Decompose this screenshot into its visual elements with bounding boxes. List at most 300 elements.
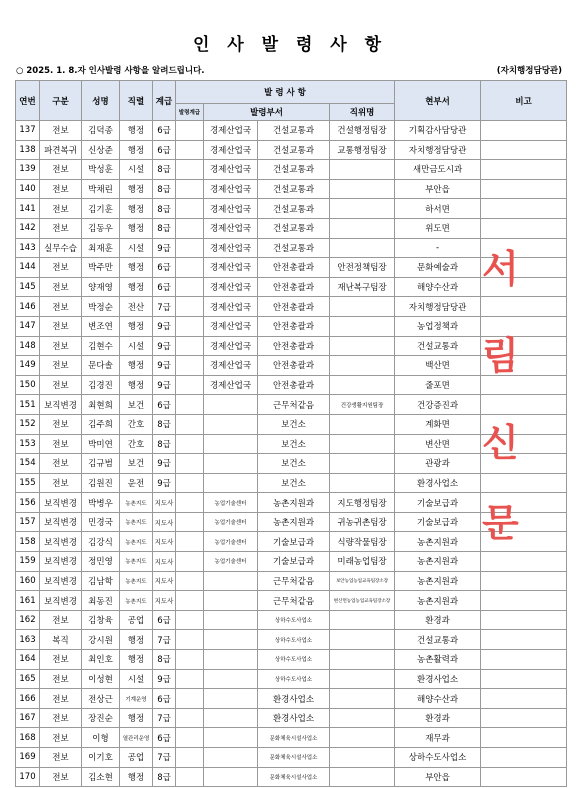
table-row xyxy=(16,689,567,709)
row-no: 142 xyxy=(16,218,40,238)
row-appt-division: 농업기술센터 xyxy=(204,532,258,552)
table-row xyxy=(16,140,567,160)
row-grade: 9급 xyxy=(153,336,176,356)
row-no: 151 xyxy=(16,395,40,415)
row-appt-grade xyxy=(176,669,204,689)
row-appt-position xyxy=(330,218,395,238)
row-name: 김창육 xyxy=(82,610,120,630)
row-appt-dept: 건설교통과 xyxy=(258,179,330,199)
row-appt-division: 경제산업국 xyxy=(204,356,258,376)
table-row xyxy=(16,728,567,748)
row-current-dept: 기획감사담당관 xyxy=(395,121,481,141)
row-appt-grade xyxy=(176,630,204,650)
row-note xyxy=(481,199,567,219)
row-current-dept: 부안읍 xyxy=(395,767,481,787)
row-job: 행정 xyxy=(120,258,153,278)
row-appt-division: 경제산업국 xyxy=(204,179,258,199)
row-type: 보직변경 xyxy=(40,591,82,611)
row-note xyxy=(481,767,567,787)
row-grade: 지도사 xyxy=(153,571,176,591)
row-note xyxy=(481,669,567,689)
row-grade: 7급 xyxy=(153,630,176,650)
row-job: 보건 xyxy=(120,395,153,415)
row-type: 전보 xyxy=(40,356,82,376)
row-name: 김덕종 xyxy=(82,121,120,141)
row-appt-grade xyxy=(176,708,204,728)
row-no: 164 xyxy=(16,650,40,670)
row-appt-division: 경제산업국 xyxy=(204,375,258,395)
row-appt-position xyxy=(330,297,395,317)
row-type: 실무수습 xyxy=(40,238,82,258)
row-type: 보직변경 xyxy=(40,532,82,552)
row-job: 행정 xyxy=(120,356,153,376)
row-grade: 7급 xyxy=(153,708,176,728)
row-no: 143 xyxy=(16,238,40,258)
row-note xyxy=(481,689,567,709)
header-type: 구분 xyxy=(40,81,82,121)
row-grade: 지도사 xyxy=(153,552,176,572)
row-name: 김남학 xyxy=(82,571,120,591)
row-note xyxy=(481,552,567,572)
row-appt-position xyxy=(330,316,395,336)
row-type: 복직 xyxy=(40,630,82,650)
row-appt-division: 경제산업국 xyxy=(204,238,258,258)
row-appt-grade xyxy=(176,121,204,141)
row-type: 전보 xyxy=(40,218,82,238)
row-name: 최인호 xyxy=(82,650,120,670)
row-appt-grade xyxy=(176,414,204,434)
row-type: 전보 xyxy=(40,767,82,787)
row-no: 166 xyxy=(16,689,40,709)
row-job: 행정 xyxy=(120,121,153,141)
table-row xyxy=(16,179,567,199)
table-row xyxy=(16,571,567,591)
row-appt-position xyxy=(330,630,395,650)
row-appt-dept: 안전총괄과 xyxy=(258,316,330,336)
row-current-dept: 농촌지원과 xyxy=(395,571,481,591)
row-current-dept: 변산면 xyxy=(395,434,481,454)
row-appt-position: 안전정책팀장 xyxy=(330,258,395,278)
row-no: 140 xyxy=(16,179,40,199)
table-row xyxy=(16,591,567,611)
row-appt-division xyxy=(204,473,258,493)
row-appt-grade xyxy=(176,160,204,180)
row-current-dept: 환경과 xyxy=(395,610,481,630)
row-grade: 8급 xyxy=(153,650,176,670)
row-name: 최재훈 xyxy=(82,238,120,258)
row-current-dept: 자치행정담당관 xyxy=(395,140,481,160)
row-appt-division: 농업기술센터 xyxy=(204,493,258,513)
row-name: 신상준 xyxy=(82,140,120,160)
row-note xyxy=(481,708,567,728)
row-current-dept: 농촌활력과 xyxy=(395,650,481,670)
row-appt-dept: 환경사업소 xyxy=(258,689,330,709)
row-grade: 9급 xyxy=(153,316,176,336)
department-label: (자치행정담당관) xyxy=(496,66,562,76)
row-appt-dept: 환경사업소 xyxy=(258,708,330,728)
row-appt-position xyxy=(330,414,395,434)
row-appt-grade xyxy=(176,748,204,768)
row-name: 문다솔 xyxy=(82,356,120,376)
document-title: 인 사 발 령 사 항 xyxy=(192,35,388,55)
row-appt-grade xyxy=(176,473,204,493)
row-appt-dept: 농촌지원과 xyxy=(258,493,330,513)
row-appt-dept: 기술보급과 xyxy=(258,532,330,552)
row-grade: 6급 xyxy=(153,395,176,415)
row-no: 139 xyxy=(16,160,40,180)
row-job: 공업 xyxy=(120,748,153,768)
row-appt-division xyxy=(204,728,258,748)
row-appt-position: 변산면농업농업교육팀장소장 xyxy=(330,591,395,611)
row-appt-division xyxy=(204,669,258,689)
row-name: 김소현 xyxy=(82,767,120,787)
row-appt-division: 경제산업국 xyxy=(204,258,258,278)
row-type: 전보 xyxy=(40,473,82,493)
row-current-dept: 위도면 xyxy=(395,218,481,238)
row-appt-division xyxy=(204,748,258,768)
row-name: 최현희 xyxy=(82,395,120,415)
table-row xyxy=(16,552,567,572)
header-appt-grade: 발령계급 xyxy=(176,104,204,121)
table-row xyxy=(16,767,567,787)
row-appt-division: 경제산업국 xyxy=(204,336,258,356)
row-type: 전보 xyxy=(40,748,82,768)
header-grade: 계급 xyxy=(153,81,176,121)
row-appt-dept: 문화체육시설사업소 xyxy=(258,767,330,787)
row-type: 보직변경 xyxy=(40,571,82,591)
row-current-dept: 관광과 xyxy=(395,454,481,474)
row-no: 148 xyxy=(16,336,40,356)
row-appt-dept: 기술보급과 xyxy=(258,552,330,572)
row-appt-dept: 건설교통과 xyxy=(258,121,330,141)
row-grade: 6급 xyxy=(153,728,176,748)
row-appt-dept: 건설교통과 xyxy=(258,199,330,219)
row-current-dept: 기술보급과 xyxy=(395,493,481,513)
row-appt-grade xyxy=(176,650,204,670)
row-job: 행정 xyxy=(120,199,153,219)
row-name: 박채린 xyxy=(82,179,120,199)
row-job: 농촌지도 xyxy=(120,512,153,532)
row-type: 전보 xyxy=(40,297,82,317)
row-grade: 6급 xyxy=(153,277,176,297)
row-name: 양재영 xyxy=(82,277,120,297)
header-job: 직렬 xyxy=(120,81,153,121)
row-grade: 8급 xyxy=(153,414,176,434)
row-appt-grade xyxy=(176,493,204,513)
row-type: 전보 xyxy=(40,669,82,689)
table-row xyxy=(16,218,567,238)
table-row xyxy=(16,297,567,317)
table-row xyxy=(16,650,567,670)
header-name: 성명 xyxy=(82,81,120,121)
row-appt-dept: 안전총괄과 xyxy=(258,356,330,376)
row-appt-position xyxy=(330,650,395,670)
row-type: 전보 xyxy=(40,316,82,336)
row-appt-division: 경제산업국 xyxy=(204,160,258,180)
row-note xyxy=(481,179,567,199)
row-appt-position xyxy=(330,610,395,630)
row-note xyxy=(481,728,567,748)
row-name: 최동진 xyxy=(82,591,120,611)
row-appt-grade xyxy=(176,532,204,552)
row-name: 박성훈 xyxy=(82,160,120,180)
row-type: 전보 xyxy=(40,199,82,219)
row-appt-position xyxy=(330,708,395,728)
row-appt-division: 경제산업국 xyxy=(204,316,258,336)
row-appt-dept: 안전총괄과 xyxy=(258,375,330,395)
row-name: 김규범 xyxy=(82,454,120,474)
header-current: 현부서 xyxy=(395,81,481,121)
row-no: 145 xyxy=(16,277,40,297)
row-name: 정민영 xyxy=(82,552,120,572)
row-appt-grade xyxy=(176,728,204,748)
row-name: 김현수 xyxy=(82,336,120,356)
row-appt-dept: 보건소 xyxy=(258,454,330,474)
row-name: 전상근 xyxy=(82,689,120,709)
row-job: 행정 xyxy=(120,767,153,787)
row-note xyxy=(481,140,567,160)
row-note xyxy=(481,121,567,141)
row-name: 이성현 xyxy=(82,669,120,689)
row-appt-division xyxy=(204,650,258,670)
row-job: 기계운영 xyxy=(120,689,153,709)
row-appt-division: 농업기술센터 xyxy=(204,552,258,572)
row-note xyxy=(481,748,567,768)
row-appt-dept: 상하수도사업소 xyxy=(258,650,330,670)
row-no: 150 xyxy=(16,375,40,395)
row-grade: 지도사 xyxy=(153,591,176,611)
row-no: 147 xyxy=(16,316,40,336)
row-appt-position xyxy=(330,356,395,376)
row-name: 김원진 xyxy=(82,473,120,493)
row-current-dept: 계화면 xyxy=(395,414,481,434)
watermark-char: 신 xyxy=(482,421,519,465)
row-note xyxy=(481,218,567,238)
row-appt-dept: 근무처같음 xyxy=(258,395,330,415)
row-appt-grade xyxy=(176,610,204,630)
row-appt-division: 경제산업국 xyxy=(204,277,258,297)
row-appt-division xyxy=(204,630,258,650)
row-current-dept: 백산면 xyxy=(395,356,481,376)
row-job: 보건 xyxy=(120,454,153,474)
watermark-char: 서 xyxy=(482,247,519,291)
row-job: 행정 xyxy=(120,708,153,728)
row-no: 157 xyxy=(16,512,40,532)
row-appt-division: 경제산업국 xyxy=(204,297,258,317)
row-appt-grade xyxy=(176,512,204,532)
row-current-dept: 해양수산과 xyxy=(395,689,481,709)
row-appt-division: 경제산업국 xyxy=(204,218,258,238)
row-current-dept: 농촌지원과 xyxy=(395,591,481,611)
row-type: 보직변경 xyxy=(40,512,82,532)
row-current-dept: 자치행정담당관 xyxy=(395,297,481,317)
row-appt-dept: 건설교통과 xyxy=(258,140,330,160)
row-job: 운전 xyxy=(120,473,153,493)
row-appt-position xyxy=(330,160,395,180)
row-grade: 9급 xyxy=(153,669,176,689)
row-appt-division xyxy=(204,708,258,728)
row-appt-dept: 건설교통과 xyxy=(258,218,330,238)
row-note xyxy=(481,571,567,591)
row-grade: 7급 xyxy=(153,748,176,768)
row-grade: 9급 xyxy=(153,238,176,258)
row-type: 보직변경 xyxy=(40,395,82,415)
row-job: 시설 xyxy=(120,669,153,689)
row-current-dept: 농업정책과 xyxy=(395,316,481,336)
header-appt-position: 직위명 xyxy=(330,104,395,121)
row-job: 공업 xyxy=(120,610,153,630)
row-no: 165 xyxy=(16,669,40,689)
row-note xyxy=(481,650,567,670)
row-no: 153 xyxy=(16,434,40,454)
row-appt-grade xyxy=(176,297,204,317)
row-grade: 8급 xyxy=(153,767,176,787)
row-appt-position xyxy=(330,454,395,474)
row-job: 행정 xyxy=(120,277,153,297)
row-current-dept: 환경과 xyxy=(395,708,481,728)
row-appt-dept: 건설교통과 xyxy=(258,238,330,258)
row-current-dept: 기술보급과 xyxy=(395,512,481,532)
row-type: 보직변경 xyxy=(40,552,82,572)
row-job: 시설 xyxy=(120,160,153,180)
row-name: 김기훈 xyxy=(82,199,120,219)
table-row xyxy=(16,630,567,650)
row-grade: 8급 xyxy=(153,160,176,180)
row-job: 농촌지도 xyxy=(120,552,153,572)
row-grade: 지도사 xyxy=(153,493,176,513)
row-current-dept: 농촌지원과 xyxy=(395,552,481,572)
header-appt-dept: 발령부서 xyxy=(204,104,330,121)
row-appt-grade xyxy=(176,395,204,415)
row-type: 전보 xyxy=(40,454,82,474)
row-job: 농촌지도 xyxy=(120,591,153,611)
row-appt-position: 건강생활지원팀장 xyxy=(330,395,395,415)
row-note xyxy=(481,610,567,630)
row-appt-grade xyxy=(176,689,204,709)
row-appt-position xyxy=(330,336,395,356)
row-no: 158 xyxy=(16,532,40,552)
row-type: 전보 xyxy=(40,258,82,278)
row-job: 행정 xyxy=(120,375,153,395)
row-type: 전보 xyxy=(40,610,82,630)
row-name: 김주희 xyxy=(82,414,120,434)
row-no: 167 xyxy=(16,708,40,728)
row-note xyxy=(481,297,567,317)
row-appt-dept: 상하수도사업소 xyxy=(258,610,330,630)
row-no: 160 xyxy=(16,571,40,591)
row-current-dept: 새만금도시과 xyxy=(395,160,481,180)
row-current-dept: 재무과 xyxy=(395,728,481,748)
row-name: 박정순 xyxy=(82,297,120,317)
row-appt-division: 경제산업국 xyxy=(204,140,258,160)
row-appt-grade xyxy=(176,356,204,376)
row-appt-position: 건설행정팀장 xyxy=(330,121,395,141)
row-current-dept: 건설교통과 xyxy=(395,630,481,650)
row-job: 열관리운영 xyxy=(120,728,153,748)
row-type: 전보 xyxy=(40,179,82,199)
row-job: 행정 xyxy=(120,140,153,160)
row-appt-dept: 농촌지원과 xyxy=(258,512,330,532)
row-job: 농촌지도 xyxy=(120,532,153,552)
table-row xyxy=(16,199,567,219)
row-appt-position: 교통행정팀장 xyxy=(330,140,395,160)
row-current-dept: 해양수산과 xyxy=(395,277,481,297)
row-appt-division: 경제산업국 xyxy=(204,199,258,219)
row-type: 전보 xyxy=(40,160,82,180)
row-name: 박병우 xyxy=(82,493,120,513)
row-appt-division xyxy=(204,591,258,611)
row-appt-grade xyxy=(176,238,204,258)
row-name: 박주만 xyxy=(82,258,120,278)
row-appt-dept: 보건소 xyxy=(258,473,330,493)
row-job: 행정 xyxy=(120,316,153,336)
row-name: 민경국 xyxy=(82,512,120,532)
row-appt-grade xyxy=(176,454,204,474)
row-note xyxy=(481,160,567,180)
row-name: 이형 xyxy=(82,728,120,748)
table-row xyxy=(16,121,567,141)
row-name: 강시원 xyxy=(82,630,120,650)
row-appt-dept: 보건소 xyxy=(258,434,330,454)
row-grade: 8급 xyxy=(153,199,176,219)
row-grade: 8급 xyxy=(153,179,176,199)
row-job: 간호 xyxy=(120,414,153,434)
row-type: 전보 xyxy=(40,434,82,454)
row-job: 농촌지도 xyxy=(120,571,153,591)
row-appt-grade xyxy=(176,591,204,611)
row-appt-division xyxy=(204,571,258,591)
row-grade: 6급 xyxy=(153,258,176,278)
row-job: 행정 xyxy=(120,650,153,670)
row-no: 159 xyxy=(16,552,40,572)
row-appt-position: 귀농귀촌팀장 xyxy=(330,512,395,532)
row-appt-dept: 근무처같음 xyxy=(258,591,330,611)
row-current-dept: 환경사업소 xyxy=(395,669,481,689)
row-appt-grade xyxy=(176,140,204,160)
row-type: 전보 xyxy=(40,336,82,356)
row-grade: 7급 xyxy=(153,297,176,317)
row-appt-position: 식량작물팀장 xyxy=(330,532,395,552)
row-no: 141 xyxy=(16,199,40,219)
row-current-dept: - xyxy=(395,238,481,258)
row-appt-division xyxy=(204,454,258,474)
row-current-dept: 부안읍 xyxy=(395,179,481,199)
row-current-dept: 건설교통과 xyxy=(395,336,481,356)
row-appt-dept: 건설교통과 xyxy=(258,160,330,180)
row-current-dept: 건강증진과 xyxy=(395,395,481,415)
row-current-dept: 하서면 xyxy=(395,199,481,219)
row-no: 154 xyxy=(16,454,40,474)
row-appt-division xyxy=(204,434,258,454)
header-no: 연번 xyxy=(16,81,40,121)
row-appt-position xyxy=(330,473,395,493)
row-no: 146 xyxy=(16,297,40,317)
row-no: 168 xyxy=(16,728,40,748)
row-name: 박미연 xyxy=(82,434,120,454)
row-current-dept: 상하수도사업소 xyxy=(395,748,481,768)
row-name: 김강식 xyxy=(82,532,120,552)
watermark-char: 문 xyxy=(482,501,519,545)
row-grade: 9급 xyxy=(153,356,176,376)
row-appt-division xyxy=(204,414,258,434)
row-no: 155 xyxy=(16,473,40,493)
table-row xyxy=(16,669,567,689)
row-appt-division xyxy=(204,689,258,709)
table-row xyxy=(16,473,567,493)
header-note: 비고 xyxy=(481,81,567,121)
row-appt-dept: 상하수도사업소 xyxy=(258,669,330,689)
row-appt-grade xyxy=(176,218,204,238)
